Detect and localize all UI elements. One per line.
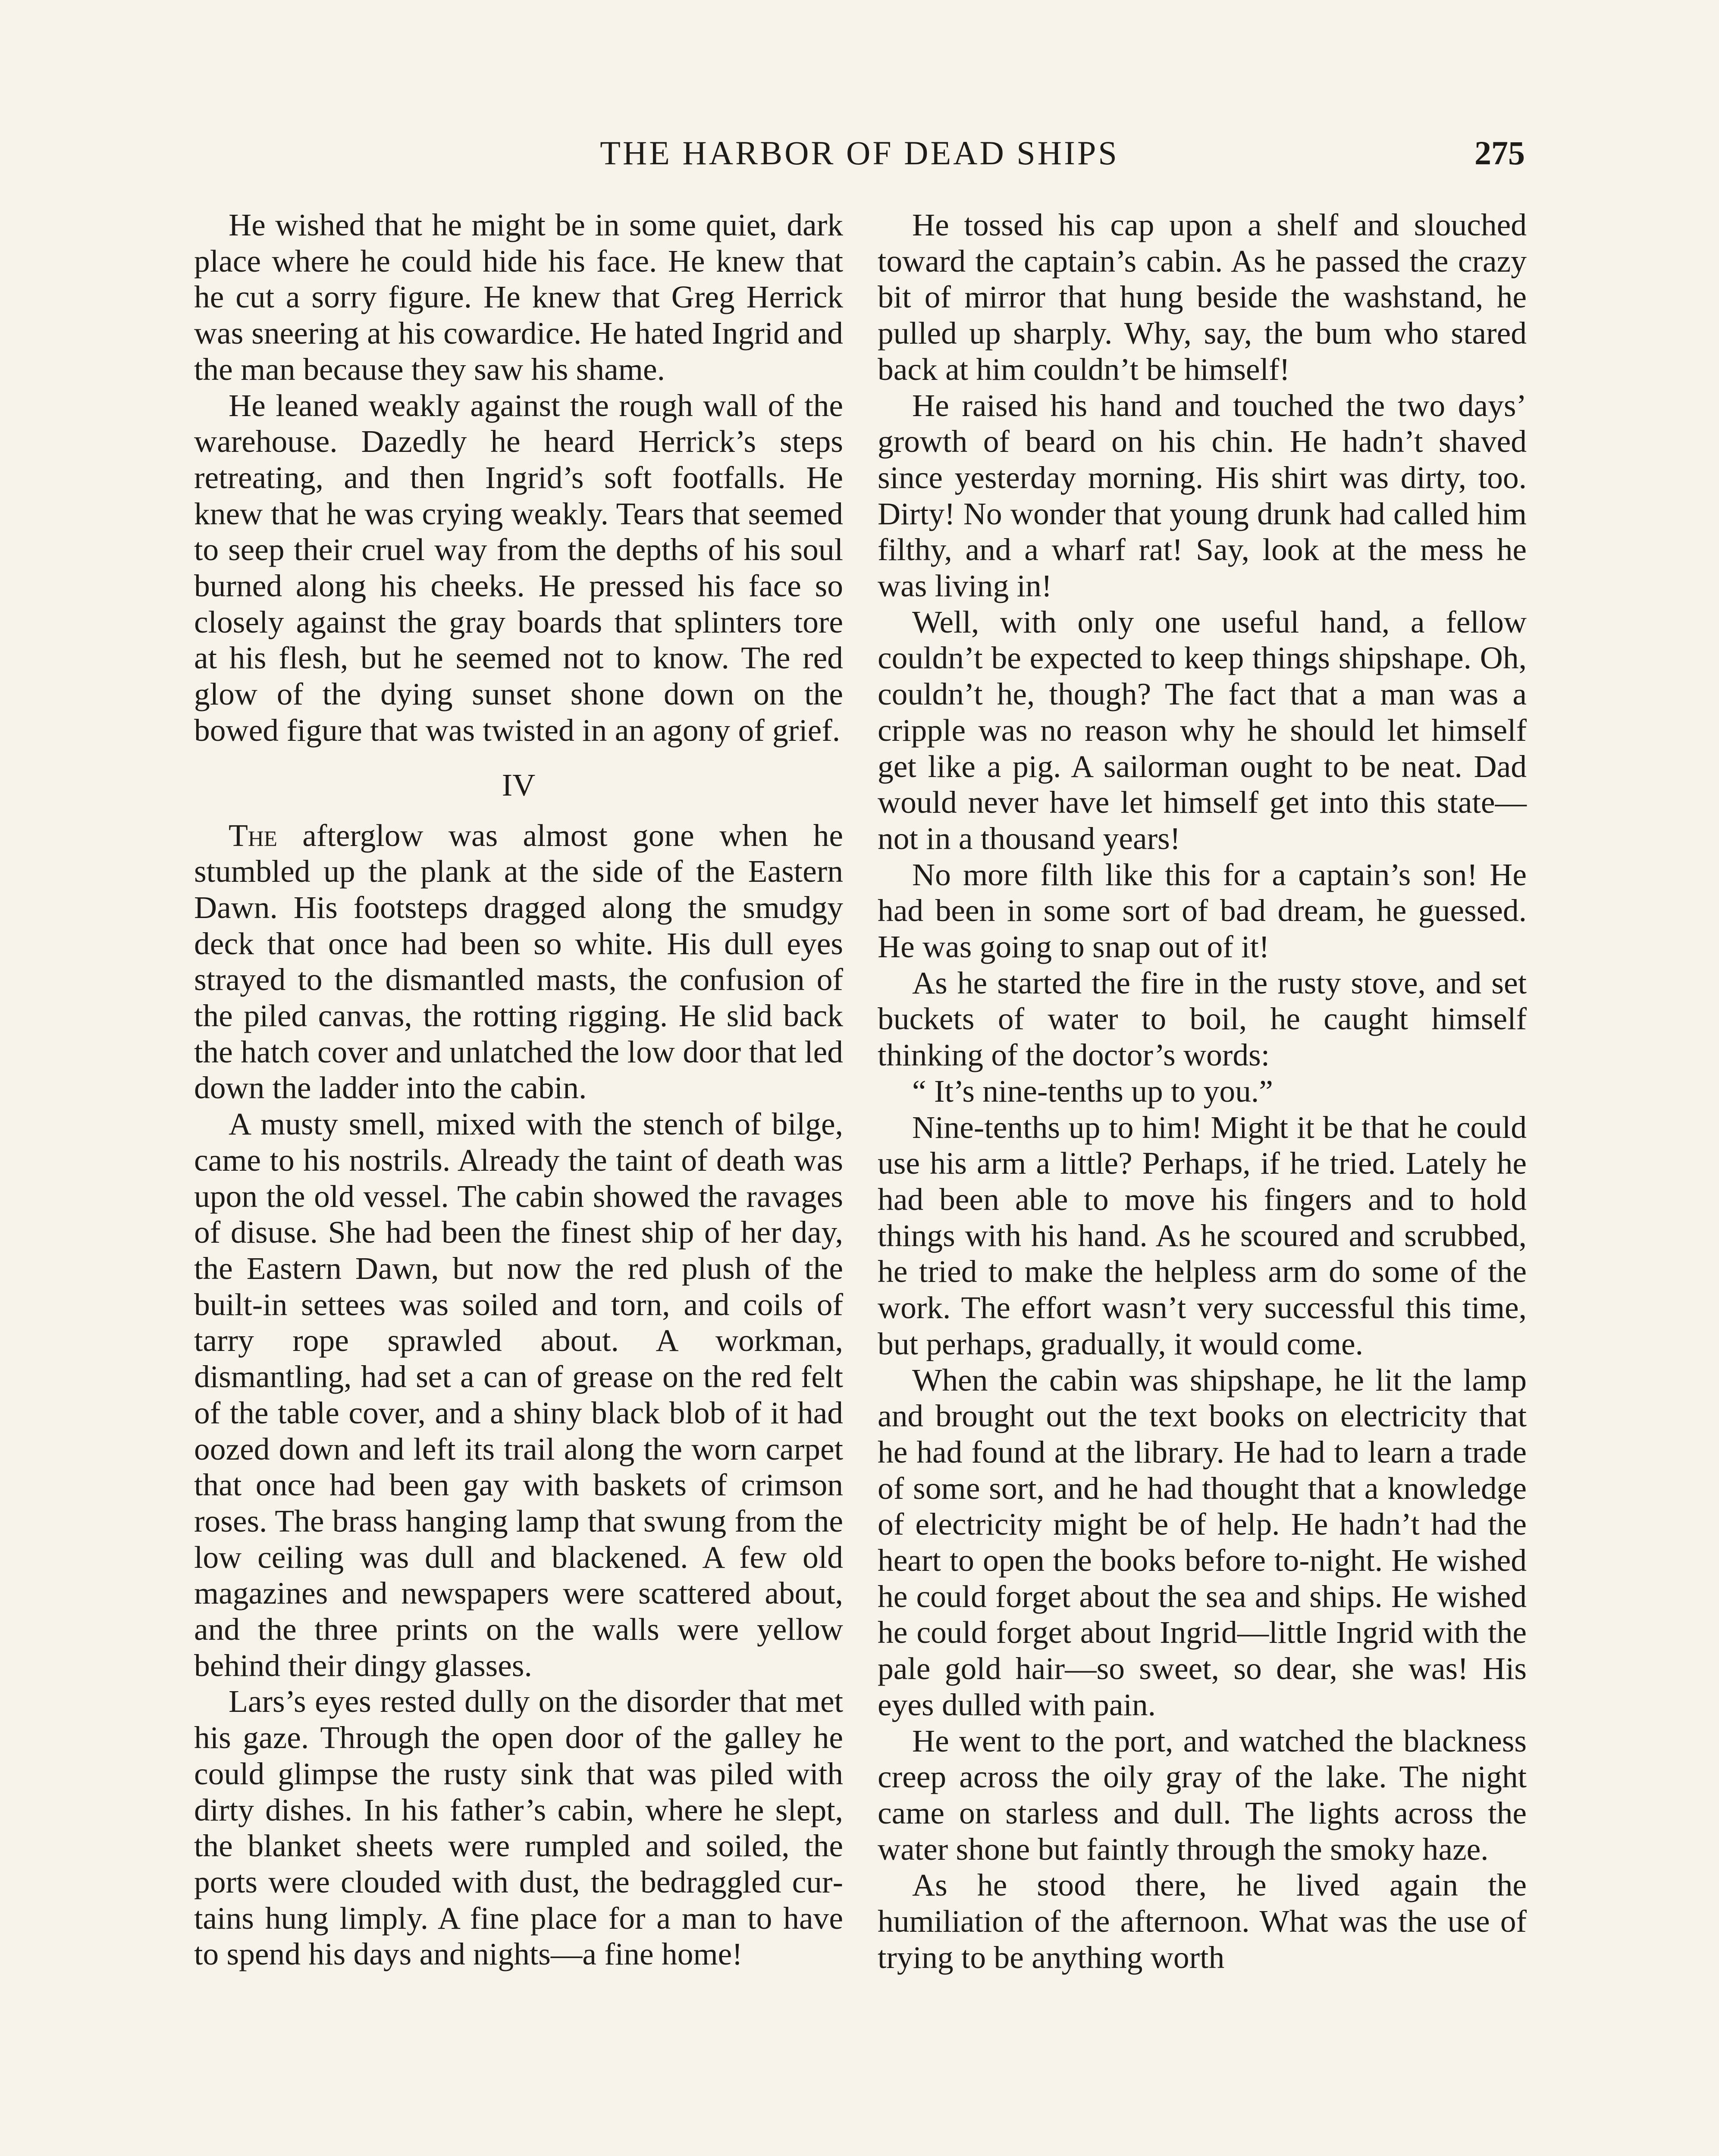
- right-column: [878, 207, 1527, 1975]
- paragraph: He wished that he might be in some quiet, dark place where he could hide his face. He knew that he cut a sorry figure. He knew that Greg Herrick was sneering at his cowardice. He hated Ingrid and the man because they saw his shame.: [194, 207, 843, 387]
- paragraph: No more filth like this for a captain’s son! He had been in some sort of bad dream, he guessed. He was going to snap out of it!: [878, 857, 1527, 965]
- paragraph: As he started the fire in the rusty stove, and set buckets of water to boil, he caught himself thinking of the doctor’s words:: [878, 965, 1527, 1073]
- paragraph: When the cabin was shipshape, he lit the lamp and brought out the text books on electricity that he had found at the library. He had to learn a trade of some sort, and he had thought that a knowledge of electricity might be of help. He hadn’t had the heart to open the books before to-night. He wished he could forget about the sea and ships. He wished he could forget about Ingrid—little Ingrid with the pale gold hair—so sweet, so dear, she was! His eyes dulled with pain.: [878, 1362, 1527, 1722]
- section-heading: IV: [502, 767, 536, 802]
- paragraph: He tossed his cap upon a shelf and slouched toward the captain’s cabin. As he passed the crazy bit of mirror that hung beside the washstand, he pulled up sharply. Why, say, the bum who stared back at him couldn’t be himself!: [878, 207, 1527, 387]
- page-number: 275: [1474, 134, 1525, 172]
- running-title: THE HARBOR OF DEAD SHIPS: [600, 134, 1119, 172]
- paragraph-text: afterglow was almost gone when he stumbled up the plank at the side of the Eastern Dawn. His footsteps dragged along the smudgy deck that once had been so white. His dull eyes strayed to the dismantled masts, the confusion of the piled canvas, the rotting rigging. He slid back the hatch cover and unlatched the low door that led down the ladder into the cabin.: [194, 818, 843, 1106]
- quoted-line: “ It’s nine-tenths up to you.”: [912, 1073, 1273, 1109]
- paragraph: Nine-tenths up to him! Might it be that he could use his arm a little? Perhaps, if he tried. Lately he had been able to move his fingers and to hold things with his hand. As he scoured and scrubbed, he tried to make the helpless arm do some of the work. The effort wasn’t very successful this time, but perhaps, gradually, it would come.: [878, 1109, 1527, 1361]
- page-header: [194, 129, 1525, 177]
- paragraph: He leaned weakly against the rough wall of the warehouse. Dazedly he heard Herrick’s steps retreating, and then Ingrid’s soft footfalls. He knew that he was crying weakly. Tears that seemed to seep their cruel way from the depths of his soul burned along his cheeks. He pressed his face so closely against the gray boards that splinters tore at his flesh, but he seemed not to know. The red glow of the dying sunset shone down on the bowed figure that was twisted in an agony of grief.: [194, 388, 843, 748]
- section-first-paragraph: [194, 818, 843, 1106]
- left-column: [194, 207, 843, 1972]
- paragraph: He raised his hand and touched the two days’ growth of beard on his chin. He hadn’t shaved since yesterday morning. His shirt was dirty, too. Dirty! No wonder that young drunk had called him filthy, and a wharf rat! Say, look at the mess he was living in!: [878, 388, 1527, 604]
- lead-word: The: [229, 818, 277, 853]
- paragraph: As he stood there, he lived again the humiliation of the afternoon. What was the use of trying to be anything worth: [878, 1868, 1527, 1975]
- paragraph: Lars’s eyes rested dully on the disorder that met his gaze. Through the open door of the galley he could glimpse the rusty sink that was piled with dirty dishes. In his father’s cabin, where he slept, the blanket sheets were rumpled and soiled, the ports were clouded with dust, the bedraggled curtains hung limply. A fine place for a man to have to spend his days and nights—a fine home!: [194, 1684, 843, 1972]
- paragraph: He went to the port, and watched the blackness creep across the oily gray of the lake. The night came on starless and dull. The lights across the water shone but faintly through the smoky haze.: [878, 1723, 1527, 1867]
- paragraph: Well, with only one useful hand, a fellow couldn’t be expected to keep things shipshape. Oh, couldn’t he, though? The fact that a man was a cripple was no reason why he should let himself get like a pig. A sailorman ought to be neat. Dad would never have let himself get into this state—not in a thousand years!: [878, 604, 1527, 856]
- paragraph: A musty smell, mixed with the stench of bilge, came to his nostrils. Already the taint of death was upon the old vessel. The cabin showed the ravages of disuse. She had been the finest ship of her day, the Eastern Dawn, but now the red plush of the built-in settees was soiled and torn, and coils of tarry rope sprawled about. A workman, dismantling, had set a can of grease on the red felt of the table cover, and a shiny black blob of it had oozed down and left its trail along the worn carpet that once had been gay with baskets of crimson roses. The brass hanging lamp that swung from the low ceiling was dull and blackened. A few old magazines and newspapers were scattered about, and the three prints on the walls were yellow behind their dingy glasses.: [194, 1106, 843, 1683]
